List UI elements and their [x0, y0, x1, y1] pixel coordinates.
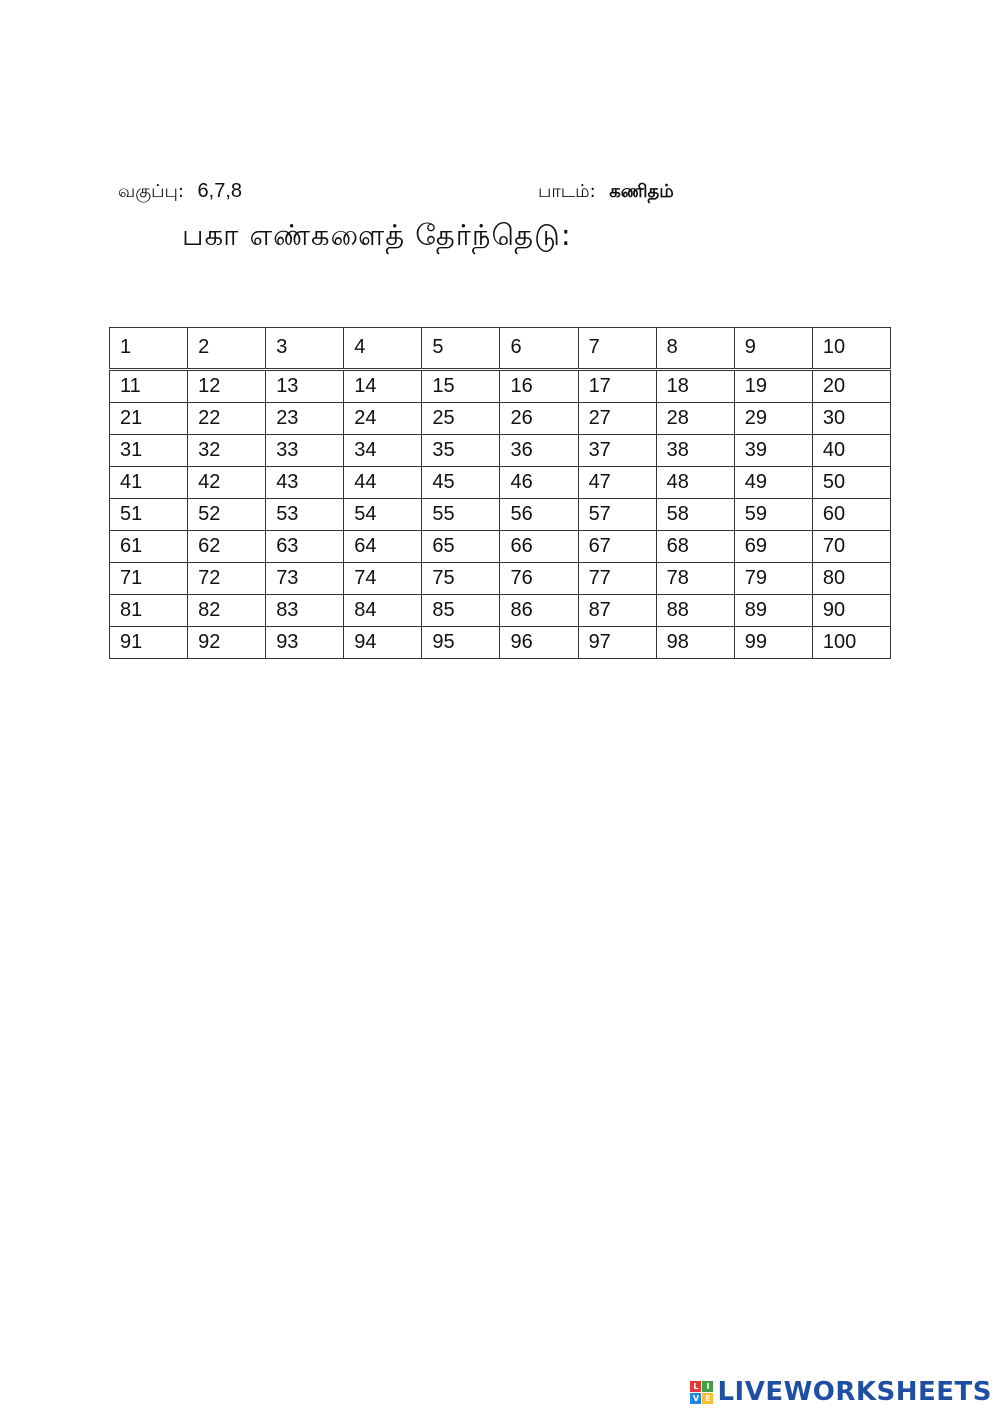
number-cell[interactable]: 27 [578, 403, 656, 435]
number-cell[interactable]: 68 [656, 531, 734, 563]
grid-row [110, 595, 891, 627]
number-cell[interactable]: 38 [656, 435, 734, 467]
number-cell[interactable]: 59 [734, 499, 812, 531]
number-cell[interactable]: 79 [734, 563, 812, 595]
grid-row [110, 499, 891, 531]
number-cell[interactable]: 89 [734, 595, 812, 627]
number-cell[interactable]: 83 [266, 595, 344, 627]
subject-label: பாடம்: [538, 181, 596, 202]
number-cell[interactable]: 13 [266, 370, 344, 403]
number-cell[interactable]: 49 [734, 467, 812, 499]
number-cell[interactable]: 39 [734, 435, 812, 467]
number-cell[interactable]: 67 [578, 531, 656, 563]
grid-row [110, 435, 891, 467]
page-title: பகா எண்களைத் தேர்ந்தெடு: [182, 218, 572, 252]
number-cell[interactable]: 40 [812, 435, 890, 467]
number-cell[interactable]: 54 [344, 499, 422, 531]
subject-info [538, 180, 674, 204]
number-cell[interactable]: 81 [110, 595, 188, 627]
number-cell[interactable]: 74 [344, 563, 422, 595]
number-cell[interactable]: 19 [734, 370, 812, 403]
number-cell[interactable]: 43 [266, 467, 344, 499]
number-cell[interactable]: 45 [422, 467, 500, 499]
number-cell[interactable]: 98 [656, 627, 734, 659]
number-cell[interactable]: 64 [344, 531, 422, 563]
number-grid [109, 327, 891, 659]
number-cell[interactable]: 34 [344, 435, 422, 467]
number-cell[interactable]: 73 [266, 563, 344, 595]
number-cell[interactable]: 78 [656, 563, 734, 595]
grid-row [110, 370, 891, 403]
number-cell[interactable]: 20 [812, 370, 890, 403]
number-cell[interactable]: 100 [812, 627, 890, 659]
number-cell[interactable]: 28 [656, 403, 734, 435]
number-cell[interactable]: 1 [110, 328, 188, 370]
number-cell[interactable]: 87 [578, 595, 656, 627]
number-cell[interactable]: 71 [110, 563, 188, 595]
number-cell[interactable]: 18 [656, 370, 734, 403]
class-label: வகுப்பு: [118, 181, 184, 202]
number-cell[interactable]: 42 [188, 467, 266, 499]
number-cell[interactable]: 6 [500, 328, 578, 370]
number-cell[interactable]: 8 [656, 328, 734, 370]
number-cell[interactable]: 86 [500, 595, 578, 627]
number-cell[interactable]: 72 [188, 563, 266, 595]
number-cell[interactable]: 70 [812, 531, 890, 563]
number-cell[interactable]: 57 [578, 499, 656, 531]
number-cell[interactable]: 10 [812, 328, 890, 370]
number-cell[interactable]: 91 [110, 627, 188, 659]
number-cell[interactable]: 95 [422, 627, 500, 659]
number-cell[interactable]: 51 [110, 499, 188, 531]
number-cell[interactable]: 31 [110, 435, 188, 467]
watermark-text: LIVEWORKSHEETS [717, 1377, 992, 1407]
number-cell[interactable]: 41 [110, 467, 188, 499]
number-cell[interactable]: 24 [344, 403, 422, 435]
logo-tile: E [702, 1393, 713, 1404]
number-cell[interactable]: 37 [578, 435, 656, 467]
number-cell[interactable]: 56 [500, 499, 578, 531]
number-grid-body [110, 328, 891, 659]
class-info [118, 180, 242, 204]
number-cell[interactable]: 14 [344, 370, 422, 403]
number-cell[interactable]: 96 [500, 627, 578, 659]
number-cell[interactable]: 94 [344, 627, 422, 659]
grid-row [110, 467, 891, 499]
liveworksheets-logo-icon [690, 1381, 713, 1404]
number-cell[interactable]: 82 [188, 595, 266, 627]
number-cell[interactable]: 29 [734, 403, 812, 435]
number-cell[interactable]: 35 [422, 435, 500, 467]
number-cell[interactable]: 46 [500, 467, 578, 499]
number-cell[interactable]: 99 [734, 627, 812, 659]
number-cell[interactable]: 11 [110, 370, 188, 403]
number-cell[interactable]: 25 [422, 403, 500, 435]
number-cell[interactable]: 90 [812, 595, 890, 627]
logo-tile: I [702, 1381, 713, 1392]
number-cell[interactable]: 75 [422, 563, 500, 595]
number-cell[interactable]: 30 [812, 403, 890, 435]
grid-row [110, 563, 891, 595]
number-cell[interactable]: 85 [422, 595, 500, 627]
number-cell[interactable]: 76 [500, 563, 578, 595]
number-cell[interactable]: 65 [422, 531, 500, 563]
number-cell[interactable]: 22 [188, 403, 266, 435]
number-cell[interactable]: 17 [578, 370, 656, 403]
number-cell[interactable]: 12 [188, 370, 266, 403]
grid-row [110, 531, 891, 563]
grid-row [110, 403, 891, 435]
number-cell[interactable]: 2 [188, 328, 266, 370]
number-cell[interactable]: 44 [344, 467, 422, 499]
number-cell[interactable]: 92 [188, 627, 266, 659]
number-cell[interactable]: 36 [500, 435, 578, 467]
grid-row [110, 627, 891, 659]
number-cell[interactable]: 53 [266, 499, 344, 531]
logo-tile: L [690, 1381, 701, 1392]
number-cell[interactable]: 61 [110, 531, 188, 563]
number-cell[interactable]: 23 [266, 403, 344, 435]
number-cell[interactable]: 84 [344, 595, 422, 627]
number-cell[interactable]: 60 [812, 499, 890, 531]
number-cell[interactable]: 93 [266, 627, 344, 659]
number-cell[interactable]: 50 [812, 467, 890, 499]
logo-tile: V [690, 1393, 701, 1404]
number-cell[interactable]: 97 [578, 627, 656, 659]
subject-value: கணிதம் [609, 181, 674, 202]
number-cell[interactable]: 80 [812, 563, 890, 595]
number-cell[interactable]: 77 [578, 563, 656, 595]
number-cell[interactable]: 62 [188, 531, 266, 563]
number-cell[interactable]: 15 [422, 370, 500, 403]
number-cell[interactable]: 32 [188, 435, 266, 467]
number-cell[interactable]: 52 [188, 499, 266, 531]
number-cell[interactable]: 4 [344, 328, 422, 370]
number-cell[interactable]: 33 [266, 435, 344, 467]
number-cell[interactable]: 69 [734, 531, 812, 563]
grid-row [110, 328, 891, 370]
number-cell[interactable]: 3 [266, 328, 344, 370]
liveworksheets-watermark [690, 1377, 992, 1407]
number-cell[interactable]: 55 [422, 499, 500, 531]
number-cell[interactable]: 7 [578, 328, 656, 370]
number-cell[interactable]: 47 [578, 467, 656, 499]
class-value: 6,7,8 [197, 180, 243, 202]
number-cell[interactable]: 88 [656, 595, 734, 627]
number-cell[interactable]: 5 [422, 328, 500, 370]
number-cell[interactable]: 9 [734, 328, 812, 370]
number-cell[interactable]: 58 [656, 499, 734, 531]
number-cell[interactable]: 26 [500, 403, 578, 435]
number-cell[interactable]: 66 [500, 531, 578, 563]
number-cell[interactable]: 16 [500, 370, 578, 403]
number-cell[interactable]: 21 [110, 403, 188, 435]
number-cell[interactable]: 63 [266, 531, 344, 563]
number-cell[interactable]: 48 [656, 467, 734, 499]
